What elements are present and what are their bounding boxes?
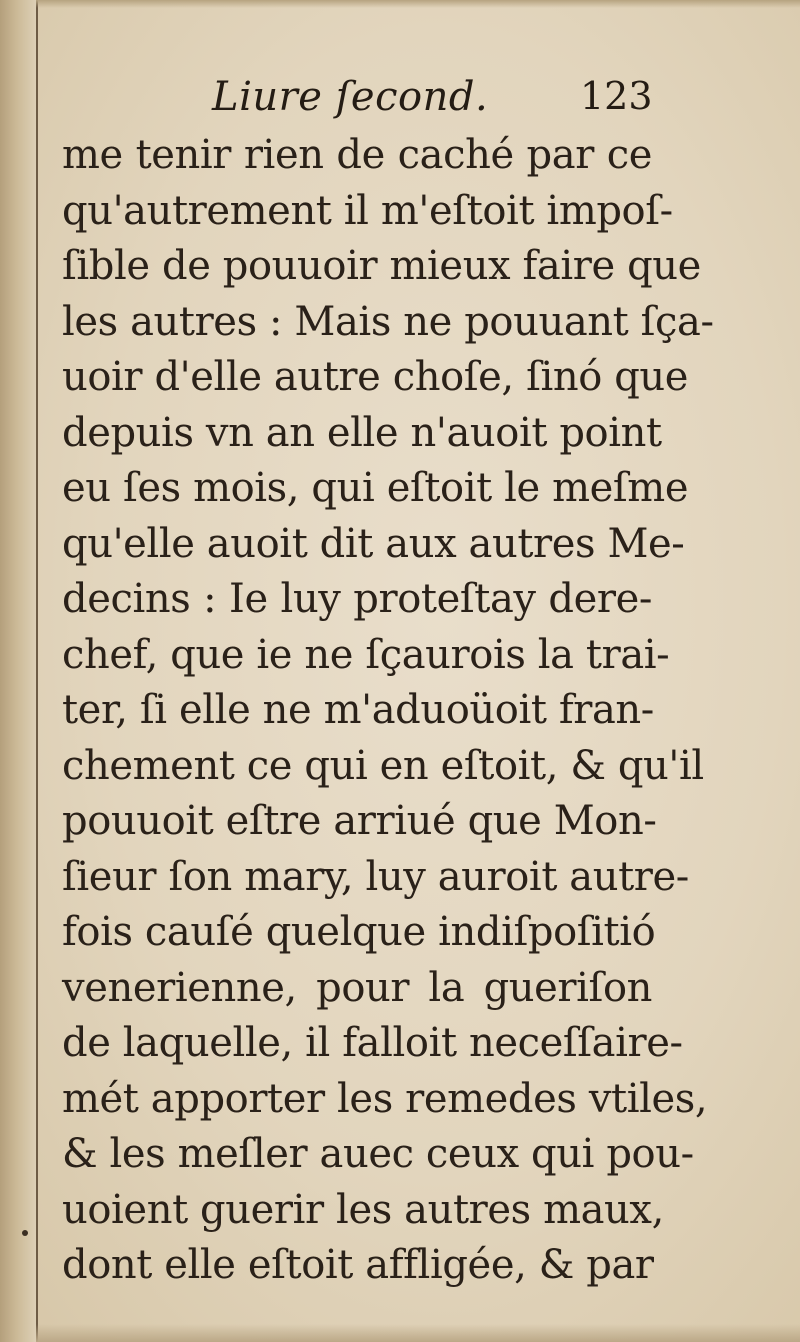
text-line: qu'elle auoit dit aux autres Me- — [62, 520, 685, 567]
text-line: uoient guerir les autres maux, — [62, 1186, 664, 1233]
text-line: & les meſler auec ceux qui pou- — [62, 1131, 694, 1177]
page-top-edge — [36, 0, 800, 8]
text-line: depuis vn an elle n'auoit point — [62, 409, 662, 456]
page-number: 123 — [580, 74, 653, 118]
text-line: dont elle eſtoit affligée, & par — [62, 1242, 654, 1288]
text-line: chement ce qui en eſtoit, & qu'il — [62, 742, 704, 789]
text-line: mét apporter les remedes vtiles, — [62, 1075, 708, 1122]
body-text — [62, 128, 714, 1294]
text-line: me tenir rien de caché par ce — [62, 132, 652, 178]
text-line: pouuoit eſtre arriué que Mon- — [62, 798, 657, 844]
page-binding-edge — [0, 0, 38, 1342]
text-line: qu'autrement il m'eſtoit impoſ- — [62, 187, 673, 234]
margin-ink-mark — [22, 1230, 28, 1236]
page-bottom-edge — [36, 1324, 800, 1342]
text-line: chef, que ie ne ſçaurois la trai- — [62, 631, 670, 678]
text-line: decins : Ie luy proteſtay dere- — [62, 576, 652, 622]
text-line: ſieur ſon mary, luy auroit autre- — [62, 853, 689, 900]
text-line: ter, ſi elle ne m'aduoüoit fran- — [62, 687, 654, 733]
text-line: de laquelle, il falloit neceſſaire- — [62, 1020, 683, 1066]
running-head: Liure ſecond. — [212, 74, 489, 120]
text-line: fois cauſé quelque indiſpoſitió — [62, 909, 656, 955]
text-line: eu ſes mois, qui eſtoit le meſme — [62, 465, 689, 511]
text-line: venerienne, pour la gueriſon — [62, 964, 652, 1011]
text-line: uoir d'elle autre choſe, ſinó que — [62, 354, 689, 400]
text-line: ſible de pouuoir mieux faire que — [62, 243, 701, 289]
text-line: les autres : Mais ne pouuant ſça- — [62, 298, 714, 345]
